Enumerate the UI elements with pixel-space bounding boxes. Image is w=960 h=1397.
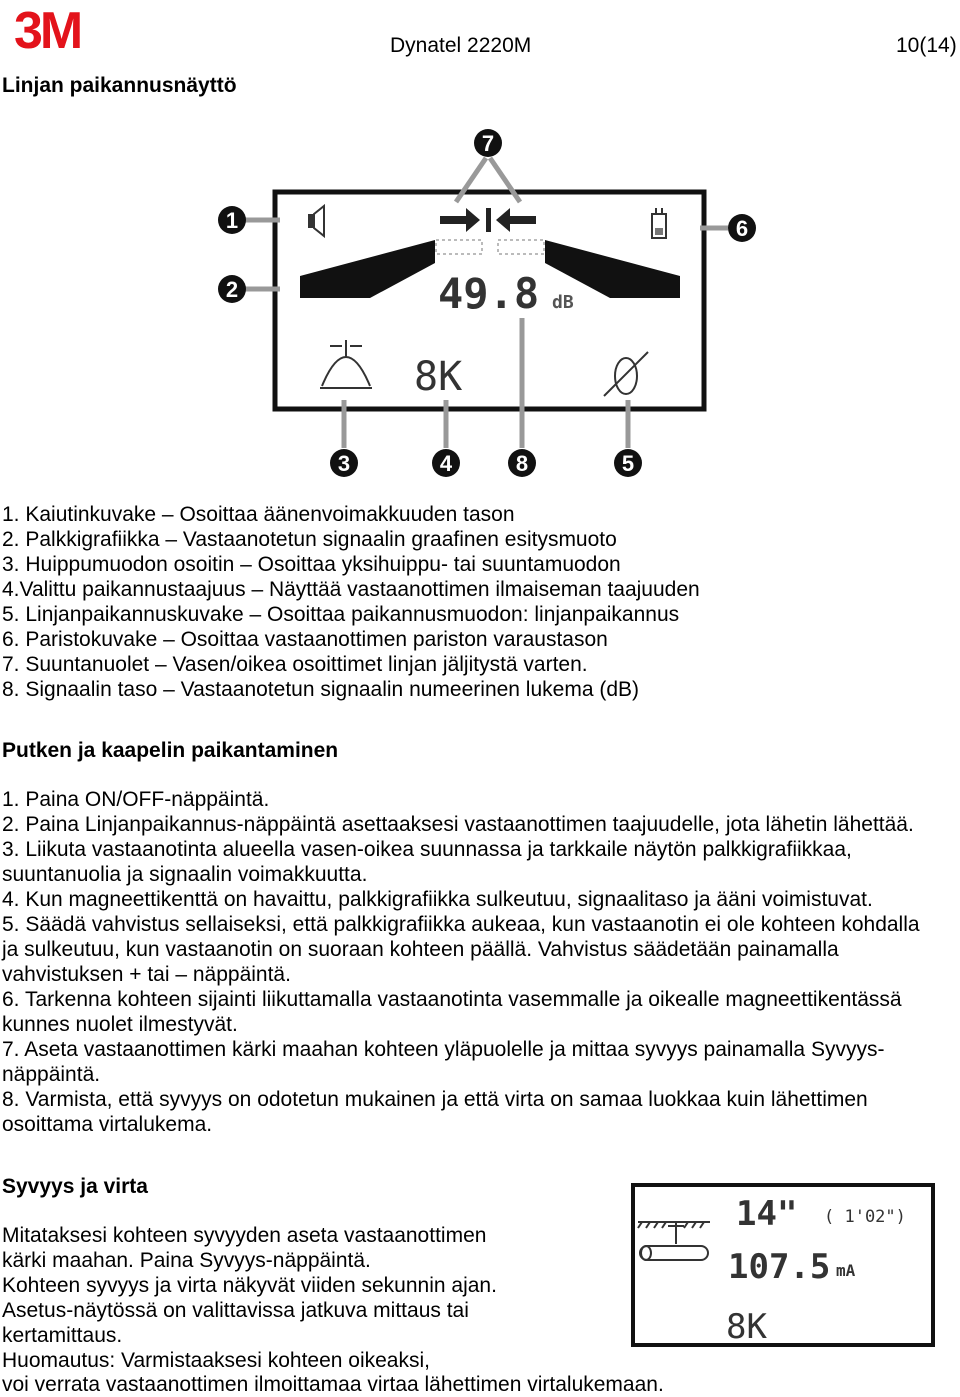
svg-text:7: 7	[481, 131, 495, 156]
depth-alt-value: ( 1'02")	[824, 1207, 906, 1227]
svg-text:8: 8	[515, 451, 529, 476]
instruction-line: suuntanuolia ja signaalin voimakkuutta.	[2, 863, 368, 886]
instruction-line: kunnes nuolet ilmestyvät.	[2, 1013, 238, 1036]
instruction-line: 2. Paina Linjanpaikannus-näppäintä asettaaksesi vastaanottimen taajuudelle, jota lähetin lähettää.	[2, 813, 914, 836]
callout-2	[218, 275, 246, 303]
callout-1	[218, 206, 246, 234]
depth-text-line: voi verrata vastaanottimen ilmoittamaa virtaa lähettimen virtalukemaan.	[2, 1373, 664, 1396]
depth-text-line: Asetus-näytössä on valittavissa jatkuva mittaus tai	[2, 1299, 469, 1322]
instruction-line: 4. Kun magneettikenttä on havaittu, palkkigrafiikka sulkeutuu, signaalitaso ja ääni voimistuvat.	[2, 888, 873, 911]
callout-3	[330, 449, 358, 477]
legend-item: 2. Palkkigrafiikka – Vastaanotetun signaalin graafinen esitysmuoto	[2, 528, 617, 551]
instruction-line: näppäintä.	[2, 1063, 101, 1086]
legend-item: 5. Linjanpaikannuskuvake – Osoittaa paikannusmuodon: linjanpaikannus	[2, 603, 680, 626]
line-locate-display-diagram	[200, 118, 780, 490]
svg-text:3: 3	[337, 451, 351, 476]
depth-current-display-diagram	[628, 1180, 938, 1350]
signal-value: 49.8	[438, 269, 540, 318]
callout-4	[432, 449, 460, 477]
depth-text-line: Huomautus: Varmistaaksesi kohteen oikeaksi,	[2, 1349, 430, 1372]
current-value: 107.5	[728, 1247, 831, 1287]
legend-item: 4.Valittu paikannustaajuus – Näyttää vastaanottimen ilmaiseman taajuuden	[2, 578, 700, 601]
signal-unit: dB	[552, 292, 574, 313]
callout-7	[474, 129, 502, 157]
legend-item: 7. Suuntanuolet – Vasen/oikea osoittimet linjan jäljitystä varten.	[2, 653, 588, 676]
instruction-line: vahvistuksen + tai – näppäintä.	[2, 963, 291, 986]
legend-item: 1. Kaiutinkuvake – Osoittaa äänenvoimakkuuden tason	[2, 503, 515, 526]
svg-text:4: 4	[439, 451, 453, 476]
svg-text:2: 2	[225, 277, 239, 302]
document-title: Dynatel 2220M	[390, 34, 532, 57]
instruction-line: 3. Liikuta vastaanotinta alueella vasen-oikea suunnassa ja tarkkaile näytön palkkigrafiikkaa,	[2, 838, 852, 861]
section-title-line-locate-screen: Linjan paikannusnäyttö	[2, 74, 237, 97]
depth-text-line: Mitataksesi kohteen syvyyden aseta vastaanottimen	[2, 1224, 487, 1247]
svg-text:1: 1	[225, 208, 239, 233]
svg-text:6: 6	[735, 216, 749, 241]
callout-6	[728, 214, 756, 242]
page-number: 10(14)	[896, 34, 957, 57]
current-unit: mA	[836, 1261, 856, 1280]
legend-item: 8. Signaalin taso – Vastaanotetun signaalin numeerinen lukema (dB)	[2, 678, 640, 701]
instruction-line: 5. Säädä vahvistus sellaiseksi, että palkkigrafiikka aukeaa, kun vastaanotin ei ole kohteen kohdalla	[2, 913, 920, 936]
instruction-line: ja sulkeutuu, kun vastaanotin on suoraan kohteen päällä. Vahvistus säädetään painamalla	[2, 938, 839, 961]
legend-item: 6. Paristokuvake – Osoittaa vastaanottimen pariston varaustason	[2, 628, 608, 651]
depth-text-line: kertamittaus.	[2, 1324, 123, 1347]
svg-text:3M: 3M	[14, 4, 81, 54]
frequency-label: 8K	[726, 1307, 767, 1347]
callout-5	[614, 449, 642, 477]
section-title-depth-current: Syvyys ja virta	[2, 1175, 148, 1198]
depth-text-line: Kohteen syvyys ja virta näkyvät viiden sekunnin ajan.	[2, 1274, 497, 1297]
3m-logo	[12, 4, 104, 54]
section-title-locate: Putken ja kaapelin paikantaminen	[2, 739, 339, 762]
svg-text:5: 5	[621, 451, 635, 476]
legend-item: 3. Huippumuodon osoitin – Osoittaa yksihuippu- tai suuntamuodon	[2, 553, 621, 576]
depth-value: 14"	[736, 1194, 798, 1234]
callout-8	[508, 449, 536, 477]
instruction-line: osoittama virtalukema.	[2, 1113, 213, 1136]
instruction-line: 6. Tarkenna kohteen sijainti liikuttamalla vastaanotinta vasemmalle ja oikealle magneettikentässä	[2, 988, 902, 1011]
instruction-line: 7. Aseta vastaanottimen kärki maahan kohteen yläpuolelle ja mittaa syvyys painamalla Syvyys-	[2, 1038, 885, 1061]
depth-text-line: kärki maahan. Paina Syvyys-näppäintä.	[2, 1249, 371, 1272]
frequency-label: 8K	[414, 354, 463, 400]
instruction-line: 1. Paina ON/OFF-näppäintä.	[2, 788, 270, 811]
instruction-line: 8. Varmista, että syvyys on odotetun mukainen ja että virta on samaa luokkaa kuin lähettimen	[2, 1088, 868, 1111]
